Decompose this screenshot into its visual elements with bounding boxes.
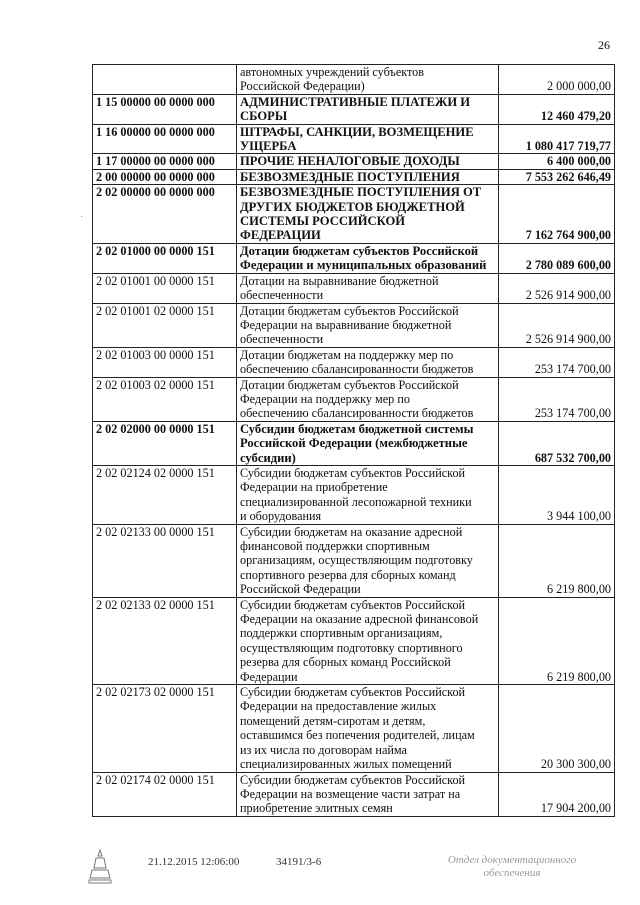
name-line: резерва для сборных команд Российской: [240, 655, 451, 670]
table-row: [93, 347, 615, 377]
budget-code-cell: 2 02 02174 02 0000 151: [93, 772, 237, 816]
budget-code-cell: 2 02 00000 00 0000 000: [93, 185, 237, 244]
budget-code-cell: 2 02 02124 02 0000 151: [93, 465, 237, 524]
name-line: Дотации бюджетам субъектов Российской: [240, 377, 459, 392]
budget-code-cell: 2 02 02000 00 0000 151: [93, 421, 237, 465]
name-line: финансовой поддержки спортивным: [240, 539, 430, 553]
name-line: организациям, осуществляющим подготовку: [240, 553, 473, 568]
budget-amount-cell: 1 080 417 719,77: [499, 124, 615, 154]
budget-amount-cell: 253 174 700,00: [499, 377, 615, 421]
name-line: обеспеченности: [240, 288, 324, 303]
budget-name-cell: [237, 185, 499, 244]
name-line: БЕЗВОЗМЕЗДНЫЕ ПОСТУПЛЕНИЯ ОТ: [240, 185, 482, 200]
name-line: СБОРЫ: [240, 109, 288, 124]
budget-amount-cell: 2 000 000,00: [499, 65, 615, 95]
budget-name-cell: [237, 169, 499, 184]
name-line: помещений детям-сиротам и детям,: [240, 713, 426, 728]
name-line: Субсидии бюджетам субъектов Российской: [240, 465, 466, 480]
table-row: [93, 597, 615, 684]
name-line: обеспечению сбалансированности бюджетов: [240, 362, 474, 377]
budget-amount-cell: 6 219 800,00: [499, 597, 615, 684]
table-row: [93, 169, 615, 184]
name-line: обеспеченности: [240, 332, 324, 347]
name-line: Федерации на оказание адресной финансовой: [240, 612, 479, 627]
budget-name-cell: [237, 303, 499, 347]
budget-name-cell: [237, 94, 499, 124]
table-row: [93, 94, 615, 124]
name-line: Дотации бюджетам субъектов Российской: [240, 303, 459, 318]
name-line: Федерации на поддержку мер по: [240, 391, 410, 406]
budget-table: [92, 64, 615, 817]
page-footer: [0, 856, 640, 896]
name-line: Дотации бюджетам на поддержку мер по: [240, 347, 454, 362]
budget-amount-cell: 17 904 200,00: [499, 772, 615, 816]
name-line: Субсидии бюджетам субъектов Российской: [240, 597, 466, 612]
margin-mark: ·: [80, 212, 84, 223]
name-line: из их числа по договорам найма: [240, 742, 407, 757]
name-line: Российской Федерации): [240, 79, 365, 94]
name-line: БЕЗВОЗМЕЗДНЫЕ ПОСТУПЛЕНИЯ: [240, 169, 460, 184]
page-number: 26: [598, 38, 610, 52]
name-line: АДМИНИСТРАТИВНЫЕ ПЛАТЕЖИ И: [240, 94, 471, 109]
budget-amount-cell: 2 780 089 600,00: [499, 243, 615, 273]
budget-amount-cell: 6 219 800,00: [499, 524, 615, 597]
stamp-line-1: Отдел документационного: [447, 854, 577, 866]
budget-amount-cell: 20 300 300,00: [499, 685, 615, 772]
footer-datetime: 21.12.2015 12:06:00: [148, 856, 240, 868]
budget-name-cell: [237, 465, 499, 524]
name-line: специализированных жилых помещений: [240, 757, 452, 772]
budget-code-cell: 2 02 02133 00 0000 151: [93, 524, 237, 597]
budget-table-body: [93, 65, 615, 817]
table-row: [93, 772, 615, 816]
name-line: ПРОЧИЕ НЕНАЛОГОВЫЕ ДОХОДЫ: [240, 154, 460, 169]
name-line: УЩЕРБА: [240, 139, 297, 154]
budget-code-cell: 2 02 02173 02 0000 151: [93, 685, 237, 772]
name-line: Дотации бюджетам субъектов Российской: [240, 243, 479, 258]
table-row: [93, 377, 615, 421]
name-line: Дотации на выравнивание бюджетной: [240, 273, 439, 288]
name-line: Федерации: [240, 669, 298, 684]
name-line: Федерации на приобретение: [240, 480, 388, 495]
emblem-icon: [88, 848, 112, 884]
table-row: [93, 303, 615, 347]
table-row: [93, 685, 615, 772]
budget-name-cell: [237, 347, 499, 377]
budget-code-cell: 2 00 00000 00 0000 000: [93, 169, 237, 184]
budget-name-cell: [237, 377, 499, 421]
table-row: [93, 273, 615, 303]
budget-code-cell: 1 15 00000 00 0000 000: [93, 94, 237, 124]
name-line: обеспечению сбалансированности бюджетов: [240, 406, 474, 421]
budget-code-cell: 2 02 01000 00 0000 151: [93, 243, 237, 273]
name-line: ФЕДЕРАЦИИ: [240, 228, 321, 243]
budget-name-cell: [237, 685, 499, 772]
name-line: Федерации на выравнивание бюджетной: [240, 317, 452, 332]
name-line: ДРУГИХ БЮДЖЕТОВ БЮДЖЕТНОЙ: [240, 199, 465, 214]
budget-code-cell: 2 02 01001 00 0000 151: [93, 273, 237, 303]
table-row: [93, 524, 615, 597]
budget-name-cell: [237, 524, 499, 597]
budget-name-cell: [237, 421, 499, 465]
name-line: Субсидии бюджетам на оказание адресной: [240, 524, 463, 539]
budget-name-cell: [237, 65, 499, 95]
budget-amount-cell: 3 944 100,00: [499, 465, 615, 524]
name-line: поддержки спортивным организациям,: [240, 626, 443, 641]
name-line: Российской Федерации: [240, 582, 361, 597]
table-row: [93, 154, 615, 169]
budget-amount-cell: 12 460 479,20: [499, 94, 615, 124]
budget-code-cell: 2 02 02133 02 0000 151: [93, 597, 237, 684]
budget-name-cell: [237, 273, 499, 303]
table-row: [93, 243, 615, 273]
budget-code-cell: 1 17 00000 00 0000 000: [93, 154, 237, 169]
name-line: автономных учреждений субъектов: [240, 65, 425, 79]
name-line: оставшимся без попечения родителей, лицам: [240, 728, 475, 743]
name-line: Федерации на возмещение части затрат на: [240, 786, 461, 801]
table-row: [93, 124, 615, 154]
budget-name-cell: [237, 772, 499, 816]
budget-amount-cell: 7 162 764 900,00: [499, 185, 615, 244]
budget-name-cell: [237, 243, 499, 273]
budget-name-cell: [237, 597, 499, 684]
budget-code-cell: 2 02 01003 00 0000 151: [93, 347, 237, 377]
table-row: [93, 65, 615, 95]
footer-doc-number: 34191/3-6: [276, 856, 322, 868]
name-line: Субсидии бюджетам бюджетной системы: [240, 421, 474, 436]
name-line: Федерации и муниципальных образований: [240, 258, 487, 273]
budget-name-cell: [237, 124, 499, 154]
name-line: спортивного резерва для сборных команд: [240, 567, 456, 582]
budget-amount-cell: 253 174 700,00: [499, 347, 615, 377]
name-line: и оборудования: [240, 509, 322, 524]
budget-amount-cell: 687 532 700,00: [499, 421, 615, 465]
name-line: Российской Федерации (межбюджетные: [240, 436, 468, 451]
budget-code-cell: 2 02 01003 02 0000 151: [93, 377, 237, 421]
name-line: ШТРАФЫ, САНКЦИИ, ВОЗМЕЩЕНИЕ: [240, 124, 474, 139]
budget-name-cell: [237, 154, 499, 169]
name-line: Субсидии бюджетам субъектов Российской: [240, 772, 466, 787]
name-line: приобретение элитных семян: [240, 801, 393, 816]
name-line: Федерации на предоставление жилых: [240, 699, 437, 714]
table-row: [93, 421, 615, 465]
department-stamp: [432, 854, 592, 880]
stamp-line-2: обеспечения: [483, 867, 541, 879]
budget-amount-cell: 2 526 914 900,00: [499, 273, 615, 303]
table-row: [93, 185, 615, 244]
budget-amount-cell: 2 526 914 900,00: [499, 303, 615, 347]
name-line: субсидии): [240, 450, 296, 465]
name-line: специализированной лесопожарной техники: [240, 494, 472, 509]
name-line: СИСТЕМЫ РОССИЙСКОЙ: [240, 214, 406, 229]
budget-code-cell: [93, 65, 237, 95]
table-row: [93, 465, 615, 524]
name-line: Субсидии бюджетам субъектов Российской: [240, 685, 466, 700]
budget-amount-cell: 6 400 000,00: [499, 154, 615, 169]
budget-code-cell: 2 02 01001 02 0000 151: [93, 303, 237, 347]
name-line: осуществляющим подготовку спортивного: [240, 640, 463, 655]
budget-amount-cell: 7 553 262 646,49: [499, 169, 615, 184]
budget-code-cell: 1 16 00000 00 0000 000: [93, 124, 237, 154]
